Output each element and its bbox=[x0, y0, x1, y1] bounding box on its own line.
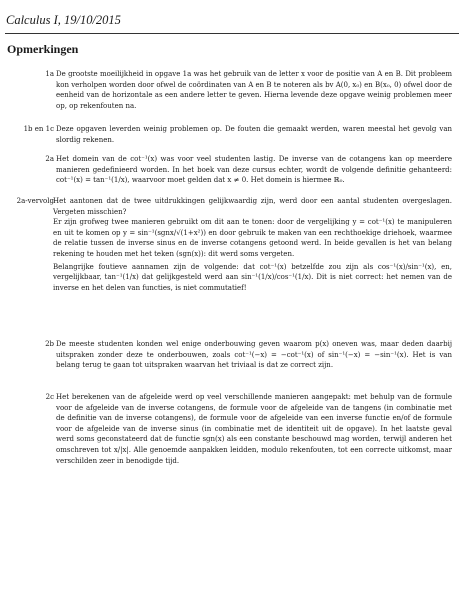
remark-text bbox=[56, 69, 452, 111]
remark-label: 1a bbox=[45, 70, 54, 78]
remark-paragraph: De meeste studenten konden wel enige onderbouwing geven waarom p(x) oneven was, maar deden daarbij uitspraken zonder deze te onderbouwen, zoals cot⁻¹(−x) = −cot⁻¹(x) of sin⁻¹(−x) = −sin⁻¹(x). Het is van belang terug te gaan tot uitspraken waarvan het triviaal is dat ze correct zijn. bbox=[56, 340, 452, 370]
remark-text bbox=[56, 124, 452, 145]
remark-label: 2b bbox=[45, 340, 54, 348]
remark-text bbox=[56, 392, 452, 466]
remark-paragraph: Het domein van de cot⁻¹(x) was voor veel studenten lastig. De inverse van de cotangens kan op meerdere manieren gedefinieerd worden. In het boek van deze cursus echter, wordt de volgende definitie gehanteerd: cot⁻¹(x) = tan⁻¹(1/x), waarvoor moet gelden dat x ≠ 0. Het domein is hiermee ℝ₀. bbox=[56, 155, 452, 185]
remark-paragraph: Er zijn grofweg twee manieren gebruikt om dit aan te tonen: door de vergelijking y = cot⁻¹(x) te manipuleren en uit te komen op y = sin⁻¹(sgnx/√(1+x²)) en door gebruik te maken van een rechthoekige driehoek, waarmee de relatie tussen de inverse sinus en de inverse cotangens getoond werd. In beide gevallen is het van belang rekening te houden met het teken (sgn(x)): dit werd soms vergeten. bbox=[53, 218, 452, 258]
remark-text bbox=[56, 339, 452, 371]
remark-label: 2a bbox=[45, 155, 54, 163]
remark-text bbox=[56, 154, 452, 186]
remark-label: 1b en 1c bbox=[23, 125, 54, 133]
document-header: Calculus I, 19/10/2015 bbox=[6, 13, 121, 27]
remark-paragraph: Belangrijke foutieve aannamen zijn de volgende: dat cot⁻¹(x) betzelfde zou zijn als cos⁻¹(x)/sin⁻¹(x), en, vergelijkbaar, tan⁻¹(1/x) dat gelijkgesteld werd aan sin⁻¹(1/x)/cos⁻¹(1/x). Dit is niet correct: het nemen van de inverse en het delen van functies, is niet commutatief! bbox=[53, 262, 452, 292]
remark-label: 2c bbox=[45, 393, 54, 401]
remark-label: 2a-vervolg bbox=[16, 197, 54, 205]
remark-paragraph: Deze opgaven leverden weinig problemen op. De fouten die gemaakt werden, waren meestal het gevolg van slordig rekenen. bbox=[56, 125, 452, 144]
section-title: Opmerkingen bbox=[7, 42, 79, 56]
remark-text bbox=[53, 196, 452, 293]
header-rule bbox=[5, 33, 459, 34]
remark-paragraph: Het berekenen van de afgeleide werd op veel verschillende manieren aangepakt: met behulp van de formule voor de afgeleide van de inverse cotangens, de formule voor de afgeleide van de tangens (in combinatie met de definitie van de inverse cotangens), de formule voor de afgeleide van een inverse functie en/of de formule voor de afgeleide van de inverse sinus (in combinatie met de identiteit uit de opgave). In het laatste geval werd soms geconstateerd dat de functie sgn(x) als een constante beschouwd mag worden, terwijl anderen het omschreven tot x/|x|. Alle genoemde aanpakken leidden, modulo rekenfouten, tot een correcte uitkomst, maar verschilden zeer in benodigde tijd. bbox=[56, 393, 452, 465]
remark-paragraph: De grootste moeilijkheid in opgave 1a was het gebruik van de letter x voor de positie van A en B. Dit probleem kon verholpen worden door ofwel de coördinaten van A en B te noteren als bv A(0, x₀) en B(x₀, 0) ofwel door de eenheid van de horizontale as een andere letter te geven. Hierna levende deze opgave weinig problemen meer op, op rekenfouten na. bbox=[56, 70, 453, 110]
remark-paragraph: Het aantonen dat de twee uitdrukkingen gelijkwaardig zijn, werd door een aantal studenten overgeslagen. Vergeten misschien? bbox=[53, 197, 452, 216]
